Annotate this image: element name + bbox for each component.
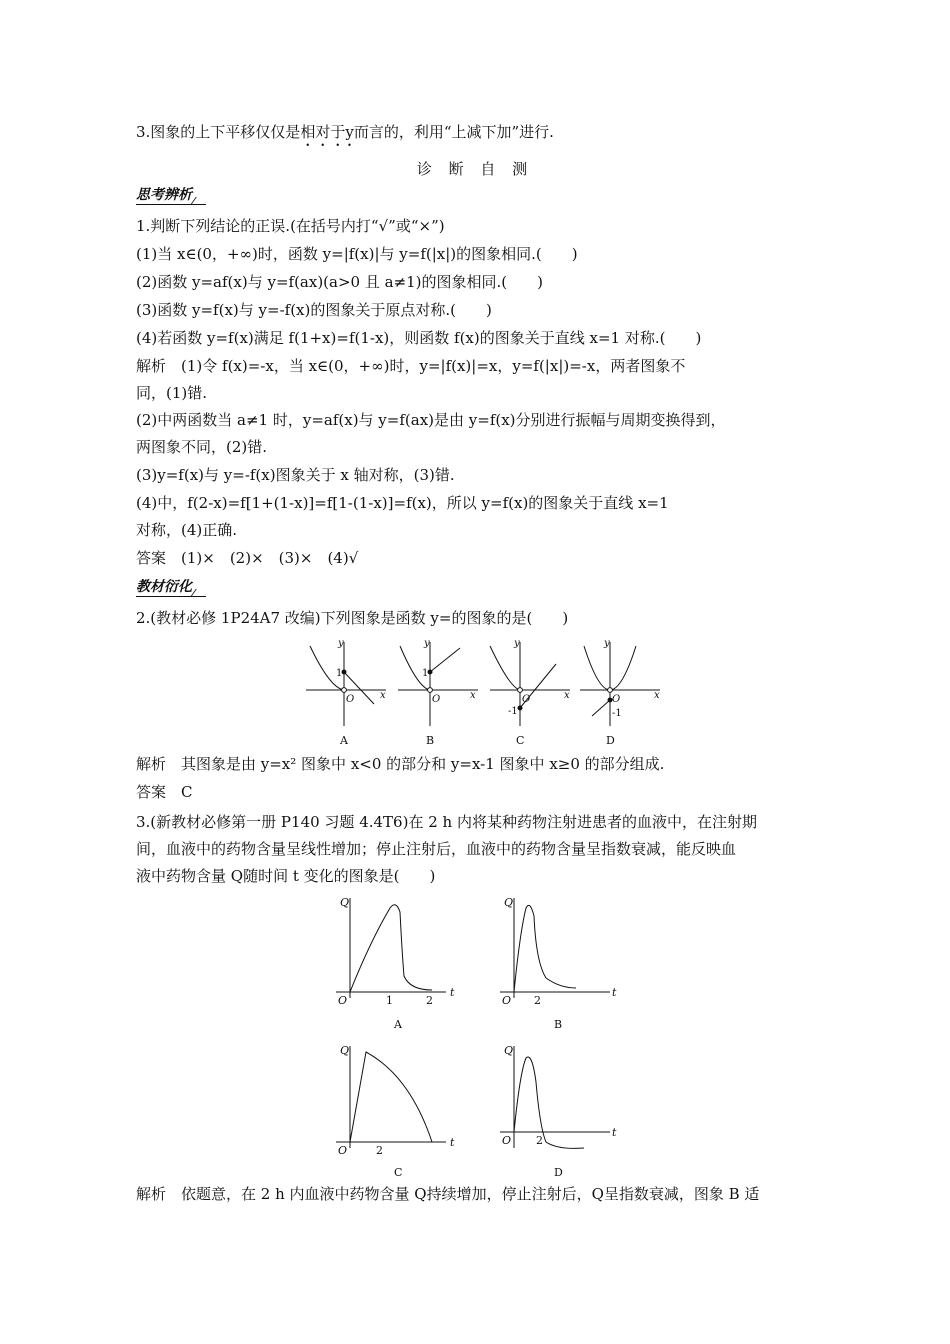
analysis-1-line-1: 解析 (1)令 f(x)=-x，当 x∈(0，+∞)时，y=|f(x)|=x，y=f(|x|)=-x，两者图象不 (136, 357, 686, 375)
svg-text:y: y (424, 638, 430, 649)
answer-2: 答案 C (136, 783, 193, 801)
svg-text:A: A (394, 1018, 402, 1031)
svg-text:D: D (554, 1166, 563, 1179)
svg-text:x: x (380, 690, 386, 701)
svg-text:Q: Q (340, 896, 350, 909)
svg-text:t: t (450, 986, 455, 999)
graph-b (500, 898, 610, 998)
svg-text:t: t (612, 1126, 617, 1139)
svg-text:O: O (502, 1134, 512, 1147)
svg-text:O: O (502, 994, 512, 1007)
analysis-2: 解析 其图象是由 y=x² 图象中 x<0 的部分和 y=x-1 图象中 x≥0 的部分组成. (136, 755, 665, 773)
svg-text:2: 2 (536, 1134, 543, 1147)
svg-text:O: O (338, 994, 348, 1007)
analysis-1-line-7: 对称，(4)正确. (136, 521, 238, 539)
graph-a (306, 642, 386, 726)
analysis-1-line-5: (3)y=f(x)与 y=-f(x)图象关于 x 轴对称，(3)错. (136, 466, 455, 484)
analysis-1-line-2: 同，(1)错. (136, 384, 208, 402)
svg-text:O: O (338, 1144, 348, 1157)
section-header-thinking: 思考辨析 (136, 186, 206, 205)
svg-text:y: y (514, 638, 520, 649)
question-1-item-4: (4)若函数 y=f(x)满足 f(1+x)=f(1-x)，则函数 f(x)的图象关于直线 x=1 对称.( ) (136, 329, 702, 347)
graph-c (490, 642, 570, 726)
svg-text:1: 1 (336, 668, 343, 679)
svg-text:O: O (346, 694, 355, 705)
svg-text:-1: -1 (508, 706, 518, 717)
question-3-line-1: 3.(新教材必修第一册 P140 习题 4.4T6)在 2 h 内将某种药物注射进患者的血液中，在注射期 (136, 813, 757, 831)
analysis-3: 解析 依题意，在 2 h 内血液中药物含量 Q持续增加，停止注射后，Q呈指数衰减，图象 B 适 (136, 1185, 760, 1203)
svg-text:Q: Q (504, 896, 514, 909)
analysis-1-line-3: (2)中两函数当 a≠1 时，y=af(x)与 y=f(ax)是由 y=f(x)分别进行振幅与周期变换得到， (136, 411, 726, 429)
svg-text:O: O (432, 694, 441, 705)
question-1: 1.判断下列结论的正误.(在括号内打“√”或“×”) (136, 217, 445, 235)
svg-text:y: y (338, 638, 344, 649)
svg-text:C: C (394, 1166, 403, 1179)
note-line-3: 3.图象的上下平移仅仅是相对于y而言的，利用“上减下加”进行. (136, 123, 554, 141)
svg-text:A: A (340, 734, 348, 747)
question-2-figure (300, 636, 670, 748)
graph-a (336, 898, 446, 998)
svg-text:-1: -1 (612, 708, 622, 719)
svg-text:B: B (426, 734, 435, 747)
graph-d (500, 1046, 610, 1148)
svg-text:O: O (612, 694, 621, 705)
svg-text:O: O (522, 694, 531, 705)
svg-text:2: 2 (426, 994, 433, 1007)
question-1-item-3: (3)函数 y=f(x)与 y=-f(x)的图象关于原点对称.( ) (136, 301, 492, 319)
svg-text:Q: Q (504, 1044, 514, 1057)
svg-text:2: 2 (534, 994, 541, 1007)
svg-text:t: t (612, 986, 617, 999)
svg-text:x: x (654, 690, 660, 701)
analysis-1-line-6: (4)中，f(2-x)=f[1+(1-x)]=f[1-(1-x)]=f(x)，所以 y=f(x)的图象关于直线 x=1 (136, 494, 669, 512)
svg-text:1: 1 (386, 994, 393, 1007)
section-title: 诊 断 自 测 (416, 160, 534, 178)
answer-1: 答案 (1)× (2)× (3)× (4)√ (136, 549, 359, 567)
question-1-item-2: (2)函数 y=af(x)与 y=f(ax)(a>0 且 a≠1)的图象相同.( ) (136, 273, 544, 291)
svg-text:C: C (516, 734, 525, 747)
svg-text:D: D (606, 734, 615, 747)
svg-text:x: x (470, 690, 476, 701)
question-1-item-1: (1)当 x∈(0，+∞)时，函数 y=|f(x)|与 y=f(|x|)的图象相同.( ) (136, 245, 578, 263)
svg-text:x: x (564, 690, 570, 701)
question-3-line-3: 液中药物含量 Q随时间 t 变化的图象是( ) (136, 867, 436, 885)
svg-text:1: 1 (422, 668, 429, 679)
svg-text:B: B (554, 1018, 563, 1031)
graph-c (336, 1046, 446, 1148)
question-2: 2.(教材必修 1P24A7 改编)下列图象是函数 y=的图象的是( ) (136, 609, 569, 627)
svg-text:y: y (604, 638, 610, 649)
section-header-textbook: 教材衍化 (136, 578, 206, 597)
analysis-1-line-4: 两图象不同，(2)错. (136, 438, 268, 456)
question-3-line-2: 间，血液中的药物含量呈线性增加；停止注射后，血液中的药物含量呈指数衰减，能反映血 (136, 840, 737, 858)
svg-text:t: t (450, 1136, 455, 1149)
emphasis-text: 相对于y (300, 123, 354, 141)
question-3-figure (300, 892, 640, 1182)
svg-text:2: 2 (376, 1144, 383, 1157)
svg-text:Q: Q (340, 1044, 350, 1057)
graph-b (398, 642, 478, 726)
